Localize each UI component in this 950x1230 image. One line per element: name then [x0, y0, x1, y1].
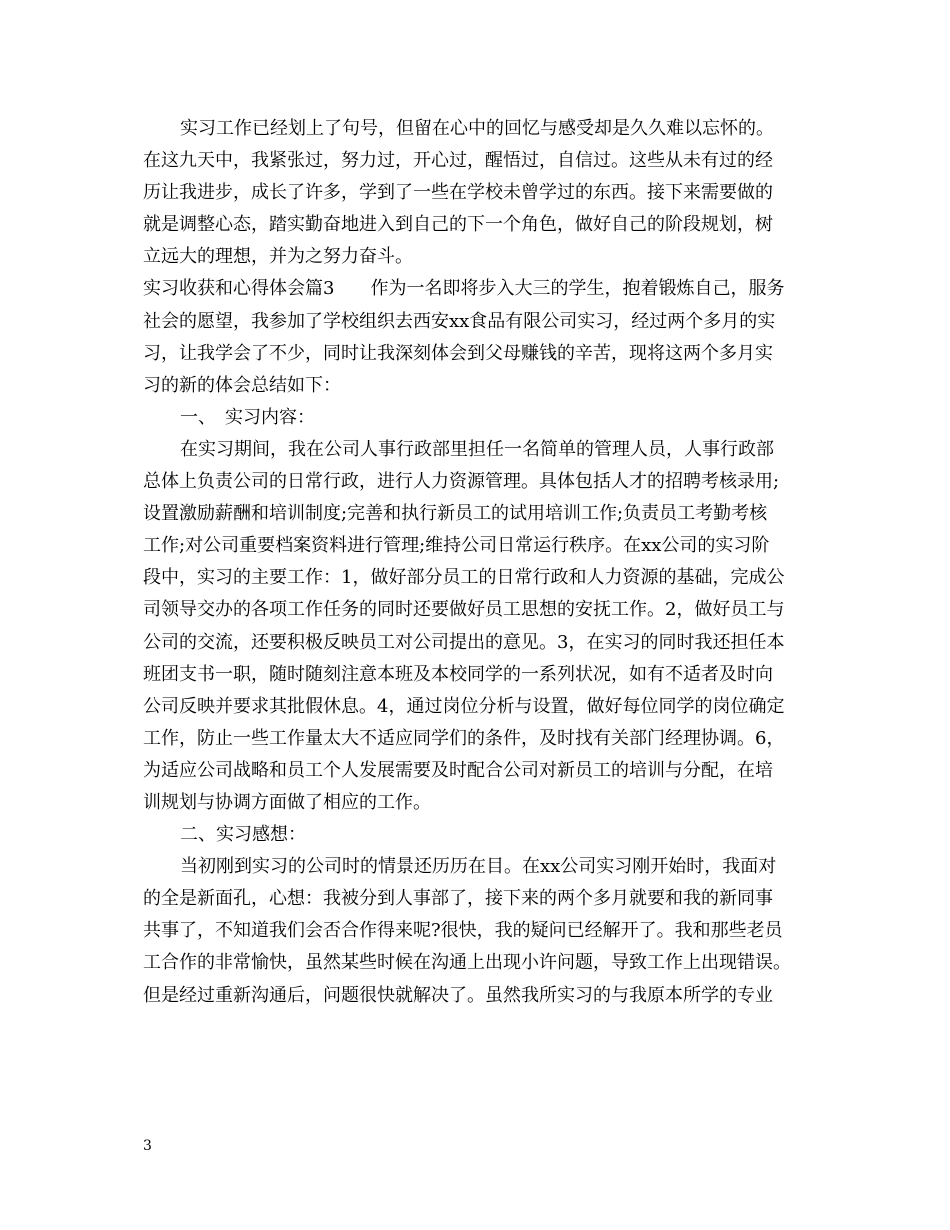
- text-line: 实习工作已经划上了句号，但留在心中的回忆与感受却是久久难以忘怀的。: [180, 118, 774, 139]
- text-line: 习，让我学会了不少，同时让我深刻体会到父母赚钱的辛苦，现将这两个多月实: [143, 342, 773, 364]
- text-line: 但是经过重新沟通后，问题很快就解决了。虽然我所实习的与我原本所学的专业: [143, 984, 773, 1006]
- text-line: 公司的交流，还要积极反映员工对公司提出的意见。3，在实习的同时我还担任本: [143, 631, 785, 653]
- text-line: 工作;对公司重要档案资料进行管理;维持公司日常运行秩序。在xx公司的实习阶: [143, 535, 770, 557]
- text-line: 司领导交办的各项工作任务的同时还要做好员工思想的安抚工作。2，做好员工与: [143, 599, 785, 621]
- text-line: 就是调整心态，踏实勤奋地进入到自己的下一个角色，做好自己的阶段规划，树: [143, 214, 773, 236]
- text-line: 设置激励薪酬和培训制度;完善和执行新员工的试用培训工作;负责员工考勤考核: [143, 503, 768, 525]
- text-line: 在实习期间，我在公司人事行政部里担任一名简单的管理人员，人事行政部: [180, 438, 774, 460]
- text-line: 当初刚到实习的公司时的情景还历历在目。在xx公司实习刚开始时，我面对: [180, 856, 777, 878]
- text-line: 训规划与协调方面做了相应的工作。: [143, 791, 431, 813]
- text-line: 为适应公司战略和员工个人发展需要及时配合公司对新员工的培训与分配，在培: [143, 759, 773, 781]
- text-line: 的全是新面孔，心想：我被分到人事部了，接下来的两个多月就要和我的新同事: [143, 888, 773, 910]
- document-body: [143, 113, 807, 1012]
- text-line: 段中，实习的主要工作：1，做好部分员工的日常行政和人力资源的基础，完成公: [143, 567, 785, 589]
- text-line: 工作，防止一些工作量太大不适应同学们的条件，及时找有关部门经理协调。6，: [143, 727, 785, 749]
- text-line: 公司反映并要求其批假休息。4，通过岗位分析与设置，做好每位同学的岗位确定: [143, 695, 785, 717]
- text-line: 一、 实习内容：: [180, 406, 315, 428]
- page-number: 3: [143, 1138, 152, 1154]
- text-line: 实习收获和心得体会篇3 作为一名即将步入大三的学生，抱着锻炼自己，服务: [143, 278, 785, 300]
- text-line: 习的新的体会总结如下：: [143, 374, 341, 396]
- text-line: 工合作的非常愉快，虽然某些时候在沟通上出现小许问题，导致工作上出现错误。: [143, 952, 791, 974]
- text-line: 立远大的理想，并为之努力奋斗。: [143, 246, 413, 268]
- text-line: 社会的愿望，我参加了学校组织去西安xx食品有限公司实习，经过两个多月的实: [143, 310, 776, 332]
- text-line: 共事了，不知道我们会否合作得来呢?很快，我的疑问已经解开了。我和那些老员: [143, 920, 783, 942]
- text-line: 总体上负责公司的日常行政，进行人力资源管理。具体包括人才的招聘考核录用;: [143, 471, 780, 493]
- text-line: 班团支书一职，随时随刻注意本班及本校同学的一系列状况，如有不适者及时向: [143, 663, 773, 685]
- text-line: 在这九天中，我紧张过，努力过，开心过，醒悟过，自信过。这些从未有过的经: [143, 150, 773, 172]
- text-line: 历让我进步，成长了许多，学到了一些在学校未曾学过的东西。接下来需要做的: [143, 182, 773, 204]
- text-line: 二、实习感想：: [180, 824, 306, 846]
